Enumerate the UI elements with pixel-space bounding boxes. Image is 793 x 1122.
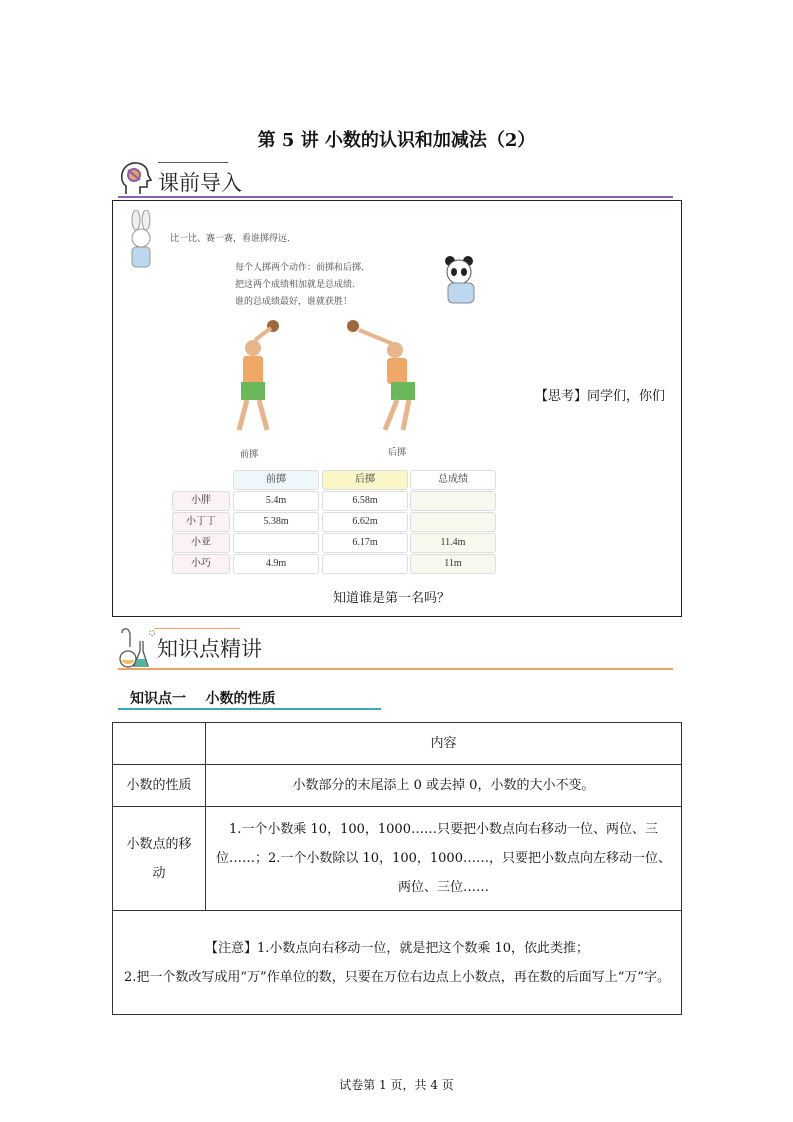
head-gear-icon xyxy=(118,160,152,196)
score-total xyxy=(410,491,496,511)
score-name: 小丁丁 xyxy=(172,512,230,532)
speech-1: 比一比、赛一赛，看谁掷得远． xyxy=(170,234,297,244)
front-throw-label: 前掷 xyxy=(240,450,259,460)
score-back: 6.17m xyxy=(322,533,408,553)
subsection-underline xyxy=(118,708,381,710)
row-label: 小数的性质 xyxy=(113,765,206,807)
score-name: 小亚 xyxy=(172,533,230,553)
header-decor-line xyxy=(158,162,228,163)
score-header: 前掷 xyxy=(233,470,319,490)
score-back: 6.62m xyxy=(322,512,408,532)
row-content: 小数部分的末尾添上 0 或去掉 0，小数的大小不变。 xyxy=(206,765,682,807)
header-decor-line xyxy=(154,628,240,629)
score-name: 小巧 xyxy=(172,554,230,574)
speech-line: 每个人掷两个动作：前掷和后掷． xyxy=(235,263,371,273)
table-row xyxy=(113,765,682,807)
section-divider xyxy=(118,196,673,198)
row-label: 小数点的移动 xyxy=(113,807,206,911)
score-back xyxy=(322,554,408,574)
front-throw-figure xyxy=(225,318,285,443)
properties-table xyxy=(112,722,682,1015)
table-header: 内容 xyxy=(206,723,682,765)
flask-icon xyxy=(118,627,158,669)
row-content: 1.一个小数乘 10，100，1000……只要把小数点向右移动一位、两位、三位……；2.一个小数除以 10，100，1000……，只要把小数点向左移动一位、两位、三位…… xyxy=(206,807,682,911)
score-back: 6.58m xyxy=(322,491,408,511)
score-header: 总成绩 xyxy=(410,470,496,490)
score-total xyxy=(410,512,496,532)
page-title: 第 5 讲 小数的认识和加减法（2） xyxy=(257,130,536,151)
page-footer: 试卷第 1 页，共 4 页 xyxy=(339,1078,454,1092)
note-cell xyxy=(113,911,682,1015)
score-total: 11m xyxy=(410,554,496,574)
panda-illustration xyxy=(442,255,482,305)
speech-line: 把这两个成绩相加就是总成绩． xyxy=(235,280,362,290)
speech-2 xyxy=(235,260,370,311)
table-row xyxy=(113,911,682,1015)
note-line: 2.把一个数改写成用“万”作单位的数，只要在万位右边点上小数点，再在数的后面写上“万”字。 xyxy=(124,969,670,985)
section-divider xyxy=(118,668,673,670)
subsection-title: 知识点一 小数的性质 xyxy=(130,691,276,707)
table-row xyxy=(113,723,682,765)
rabbit-illustration xyxy=(126,210,156,270)
table-row xyxy=(113,807,682,911)
note-line: 【注意】1.小数点向右移动一位，就是把这个数乘 10，依此类推； xyxy=(204,940,590,956)
back-throw-label: 后掷 xyxy=(388,448,407,458)
score-front xyxy=(233,533,319,553)
score-total: 11.4m xyxy=(410,533,496,553)
question-text: 知道谁是第一名吗？ xyxy=(333,591,451,606)
score-front: 5.4m xyxy=(233,491,319,511)
section-title-knowledge: 知识点精讲 xyxy=(157,637,262,661)
back-throw-figure xyxy=(345,318,425,443)
score-front: 4.9m xyxy=(233,554,319,574)
section-title-intro: 课前导入 xyxy=(158,171,242,195)
score-header: 后掷 xyxy=(322,470,408,490)
score-name: 小胖 xyxy=(172,491,230,511)
speech-line: 谁的总成绩最好，谁就获胜！ xyxy=(235,297,353,307)
score-front: 5.38m xyxy=(233,512,319,532)
think-prompt: 【思考】同学们，你们 xyxy=(535,389,666,404)
table-cell xyxy=(113,723,206,765)
